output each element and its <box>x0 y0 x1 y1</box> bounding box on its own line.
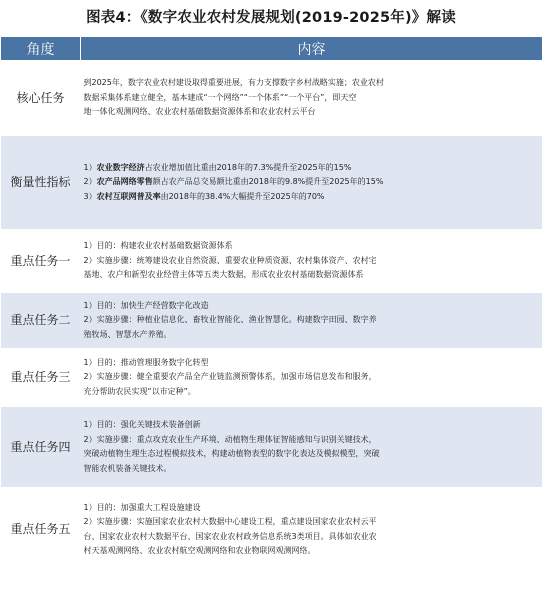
content-line: 基地、农户和新型农业经营主体等五类大数据，形成农业农村基础数据资源体系 <box>83 270 364 280</box>
table-row <box>1 230 542 293</box>
indicator-name: 农村互联网普及率 <box>96 191 161 201</box>
page-title: 图表4：《数字农业农村发展规划(2019-2025年)》解读 <box>86 10 456 26</box>
content-line: 2）实施步骤：健全重要农产品全产业链监测预警体系，加强市场信息发布和服务， <box>83 372 377 382</box>
table-row <box>1 407 542 488</box>
content-line: 充分帮助农民实现“以市定种”。 <box>83 386 196 396</box>
content-line: 1）目的：推动管理服务数字化转型 <box>83 357 209 367</box>
content-line: 数据采集体系建立健全，基本建成“一个网络”“一个体系”“一个平台”，即天空 <box>83 92 357 102</box>
row-label: 衡量性指标 <box>1 136 81 230</box>
content-line: 突破动植物生理生态过程模拟技术，构建动植物表型的数字化表达及模拟模型，突破 <box>83 449 380 458</box>
row-content <box>81 61 542 136</box>
header-angle: 角度 <box>1 37 81 61</box>
row-content <box>81 488 542 572</box>
table-row <box>1 488 542 572</box>
row-label: 重点任务五 <box>1 488 81 572</box>
row-label: 重点任务四 <box>1 407 81 488</box>
indicator-name: 农产品网络零售 <box>96 177 153 187</box>
content-line: 1）目的：构建农业农村基础数据资源体系 <box>83 241 233 251</box>
indicator-name: 农业数字经济 <box>96 162 145 172</box>
content-line: 2）实施步骤：重点攻克农业生产环境、动植物生理体征智能感知与识别关键技术， <box>83 434 377 444</box>
content-line: 2）实施步骤：种植业信息化、畜牧业智能化、渔业智慧化。构建数字田园、数字养 <box>83 315 377 325</box>
content-line: 殖牧场、智慧水产养殖。 <box>83 329 172 339</box>
row-label: 重点任务三 <box>1 349 81 407</box>
table-header-row <box>1 37 542 61</box>
indicator-item: 1）农业数字经济占农业增加值比重由2018年的7.3%提升至2025年的15% <box>83 162 352 172</box>
content-line: 2）实施步骤：实施国家农业农村大数据中心建设工程，重点建设国家农业农村云平 <box>83 517 377 526</box>
row-content <box>81 230 542 293</box>
row-content <box>81 407 542 488</box>
indicator-item: 2）农产品网络零售额占农产品总交易额比重由2018年的9.8%提升至2025年的15% <box>83 177 384 187</box>
table-row <box>1 349 542 407</box>
table-row <box>1 293 542 349</box>
interpretation-table <box>0 36 542 572</box>
content-line: 1）目的：加快生产经营数字化改造 <box>83 300 209 310</box>
row-content <box>81 136 542 230</box>
table-row <box>1 61 542 136</box>
content-line: 智能农机装备关键技术。 <box>83 463 172 473</box>
table-row <box>1 136 542 230</box>
content-line: 1）目的：加强重大工程设施建设 <box>83 502 201 512</box>
row-label: 重点任务一 <box>1 230 81 293</box>
header-content: 内容 <box>81 37 542 61</box>
row-label: 重点任务二 <box>1 293 81 349</box>
row-content <box>81 349 542 407</box>
row-label: 核心任务 <box>1 61 81 136</box>
indicator-item: 3）农村互联网普及率由2018年的38.4%大幅提升至2025年的70% <box>83 191 325 201</box>
content-line: 2）实施步骤：统筹建设农业自然资源、重要农业种质资源、农村集体资产、农村宅 <box>83 255 377 265</box>
content-line: 地一体化观测网络、农业农村基础数据资源体系和农业农村云平台 <box>83 107 316 117</box>
content-line: 到2025年，数字农业农村建设取得重要进展，有力支撑数字乡村战略实施；农业农村 <box>83 78 384 88</box>
row-content <box>81 293 542 349</box>
content-line: 村天基观测网络、农业农村航空观测网络和农业物联网观测网络。 <box>83 546 316 555</box>
content-line: 台、国家农业农村大数据平台、国家农业农村政务信息系统3类项目。具体如农业农 <box>83 531 377 541</box>
content-line: 1）目的：强化关键技术装备创新 <box>83 420 201 429</box>
